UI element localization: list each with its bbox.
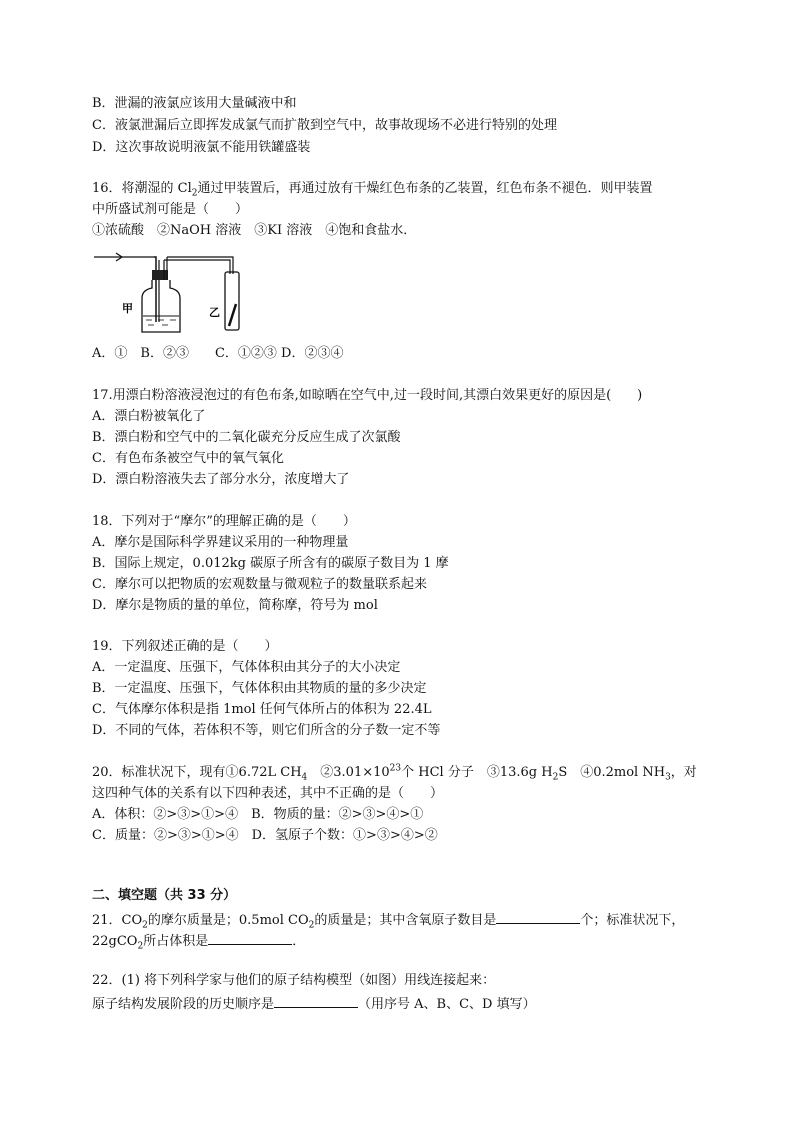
q19-option-b: B．一定温度、压强下，气体体积由其物质的量的多少决定 <box>92 681 427 696</box>
q20-options-ab: A．体积：②>③>①>④ B．物质的量：②>③>④>① <box>92 807 424 822</box>
answer-blank-volume[interactable] <box>208 931 292 945</box>
q15-option-b: B．泄漏的液氯应该用大量碱液中和 <box>92 96 297 111</box>
q15-option-c: C．液氯泄漏后立即挥发成氯气而扩散到空气中，故事故现场不必进行特别的处理 <box>92 118 557 133</box>
label-yi: 乙 <box>209 306 220 319</box>
answer-blank-oxygen-atoms[interactable] <box>496 910 580 924</box>
q19-option-c: C．气体摩尔体积是指 1mol 任何气体所占的体积为 22.4L <box>92 702 432 717</box>
q17-option-d: D．漂白粉溶液失去了部分水分，浓度增大了 <box>92 472 350 487</box>
q21-line1: 21．$CO_2$的摩尔质量是；0.5mol $CO_2$的质量是；其中含氧原子数目是 个；标准状况下， <box>92 910 684 929</box>
q19-stem: 19．下列叙述正确的是（ ） <box>92 639 278 654</box>
q16-reagents: ①浓硫酸 ②NaOH 溶液 ③KI 溶液 ④饱和食盐水． <box>92 223 417 238</box>
section-heading-fill-in: 二、填空题（共 33 分） <box>92 888 237 903</box>
q15-option-d: D．这次事故说明液氯不能用铁罐盛装 <box>92 140 311 155</box>
gas-washing-apparatus-figure <box>92 250 252 336</box>
q18-option-a: A．摩尔是国际科学界建议采用的一种物理量 <box>92 535 349 550</box>
q21-line2: 22gCO$_2$所占体积是 ． <box>92 931 305 950</box>
q20-stem-line2: 这四种气体的关系有以下四种表述，其中不正确的是（ ） <box>92 786 444 801</box>
stopper <box>152 270 168 280</box>
q18-option-b: B．国际上规定，0.012kg 碳原子所含有的碳原子数目为 1 摩 <box>92 556 449 571</box>
q17-option-c: C．有色布条被空气中的氧气氧化 <box>92 451 284 466</box>
red-cloth-strip <box>229 304 236 326</box>
q19-option-d: D．不同的气体，若体积不等，则它们所含的分子数一定不等 <box>92 723 441 738</box>
q16-stem-line2: 中所盛试剂可能是（ ） <box>92 202 249 217</box>
answer-blank-history-order[interactable] <box>274 994 358 1008</box>
q16-stem: 16．将潮湿的 $Cl_2$通过甲装置后，再通过放有干燥红色布条的乙装置，红色布条不褪色．则甲装置 <box>92 181 653 199</box>
q16-options: A．① B．②③ C．①②③ D．②③④ <box>92 346 344 361</box>
inlet-dip-tube <box>154 257 156 322</box>
q22-line2: 原子结构发展阶段的历史顺序是 （用序号 A、B、C、D 填写） <box>92 994 536 1013</box>
q18-stem: 18．下列对于“摩尔”的理解正确的是（ ） <box>92 514 356 529</box>
bottle-jia <box>142 280 180 332</box>
label-jia: 甲 <box>122 302 133 315</box>
q20-options-cd: C．质量：②>③>①>④ D．氢原子个数：①>③>④>② <box>92 828 438 843</box>
q17-option-b: B．漂白粉和空气中的二氧化碳充分反应生成了次氯酸 <box>92 430 401 445</box>
tube-yi <box>225 272 239 330</box>
q18-option-c: C．摩尔可以把物质的宏观数量与微观粒子的数量联系起来 <box>92 577 427 592</box>
q17-stem: 17.用漂白粉溶液浸泡过的有色布条,如晾晒在空气中,过一段时间,其漂白效果更好的原因是( ) <box>92 388 643 403</box>
q22-line1: 22．(1) 将下列科学家与他们的原子结构模型（如图）用线连接起来： <box>92 973 496 988</box>
q20-stem: 20．标准状况下，现有①6.72L $CH_4$ $②3.01\times 10^{23}$个 HCl 分子 ③13.6g $H_2S$ ④0.2mol $NH_3$，对 <box>92 763 697 783</box>
q18-option-d: D．摩尔是物质的量的单位，简称摩，符号为 mol <box>92 598 378 613</box>
connecting-tube <box>164 260 230 274</box>
q19-option-a: A．一定温度、压强下，气体体积由其分子的大小决定 <box>92 660 401 675</box>
q17-option-a: A．漂白粉被氧化了 <box>92 409 206 424</box>
